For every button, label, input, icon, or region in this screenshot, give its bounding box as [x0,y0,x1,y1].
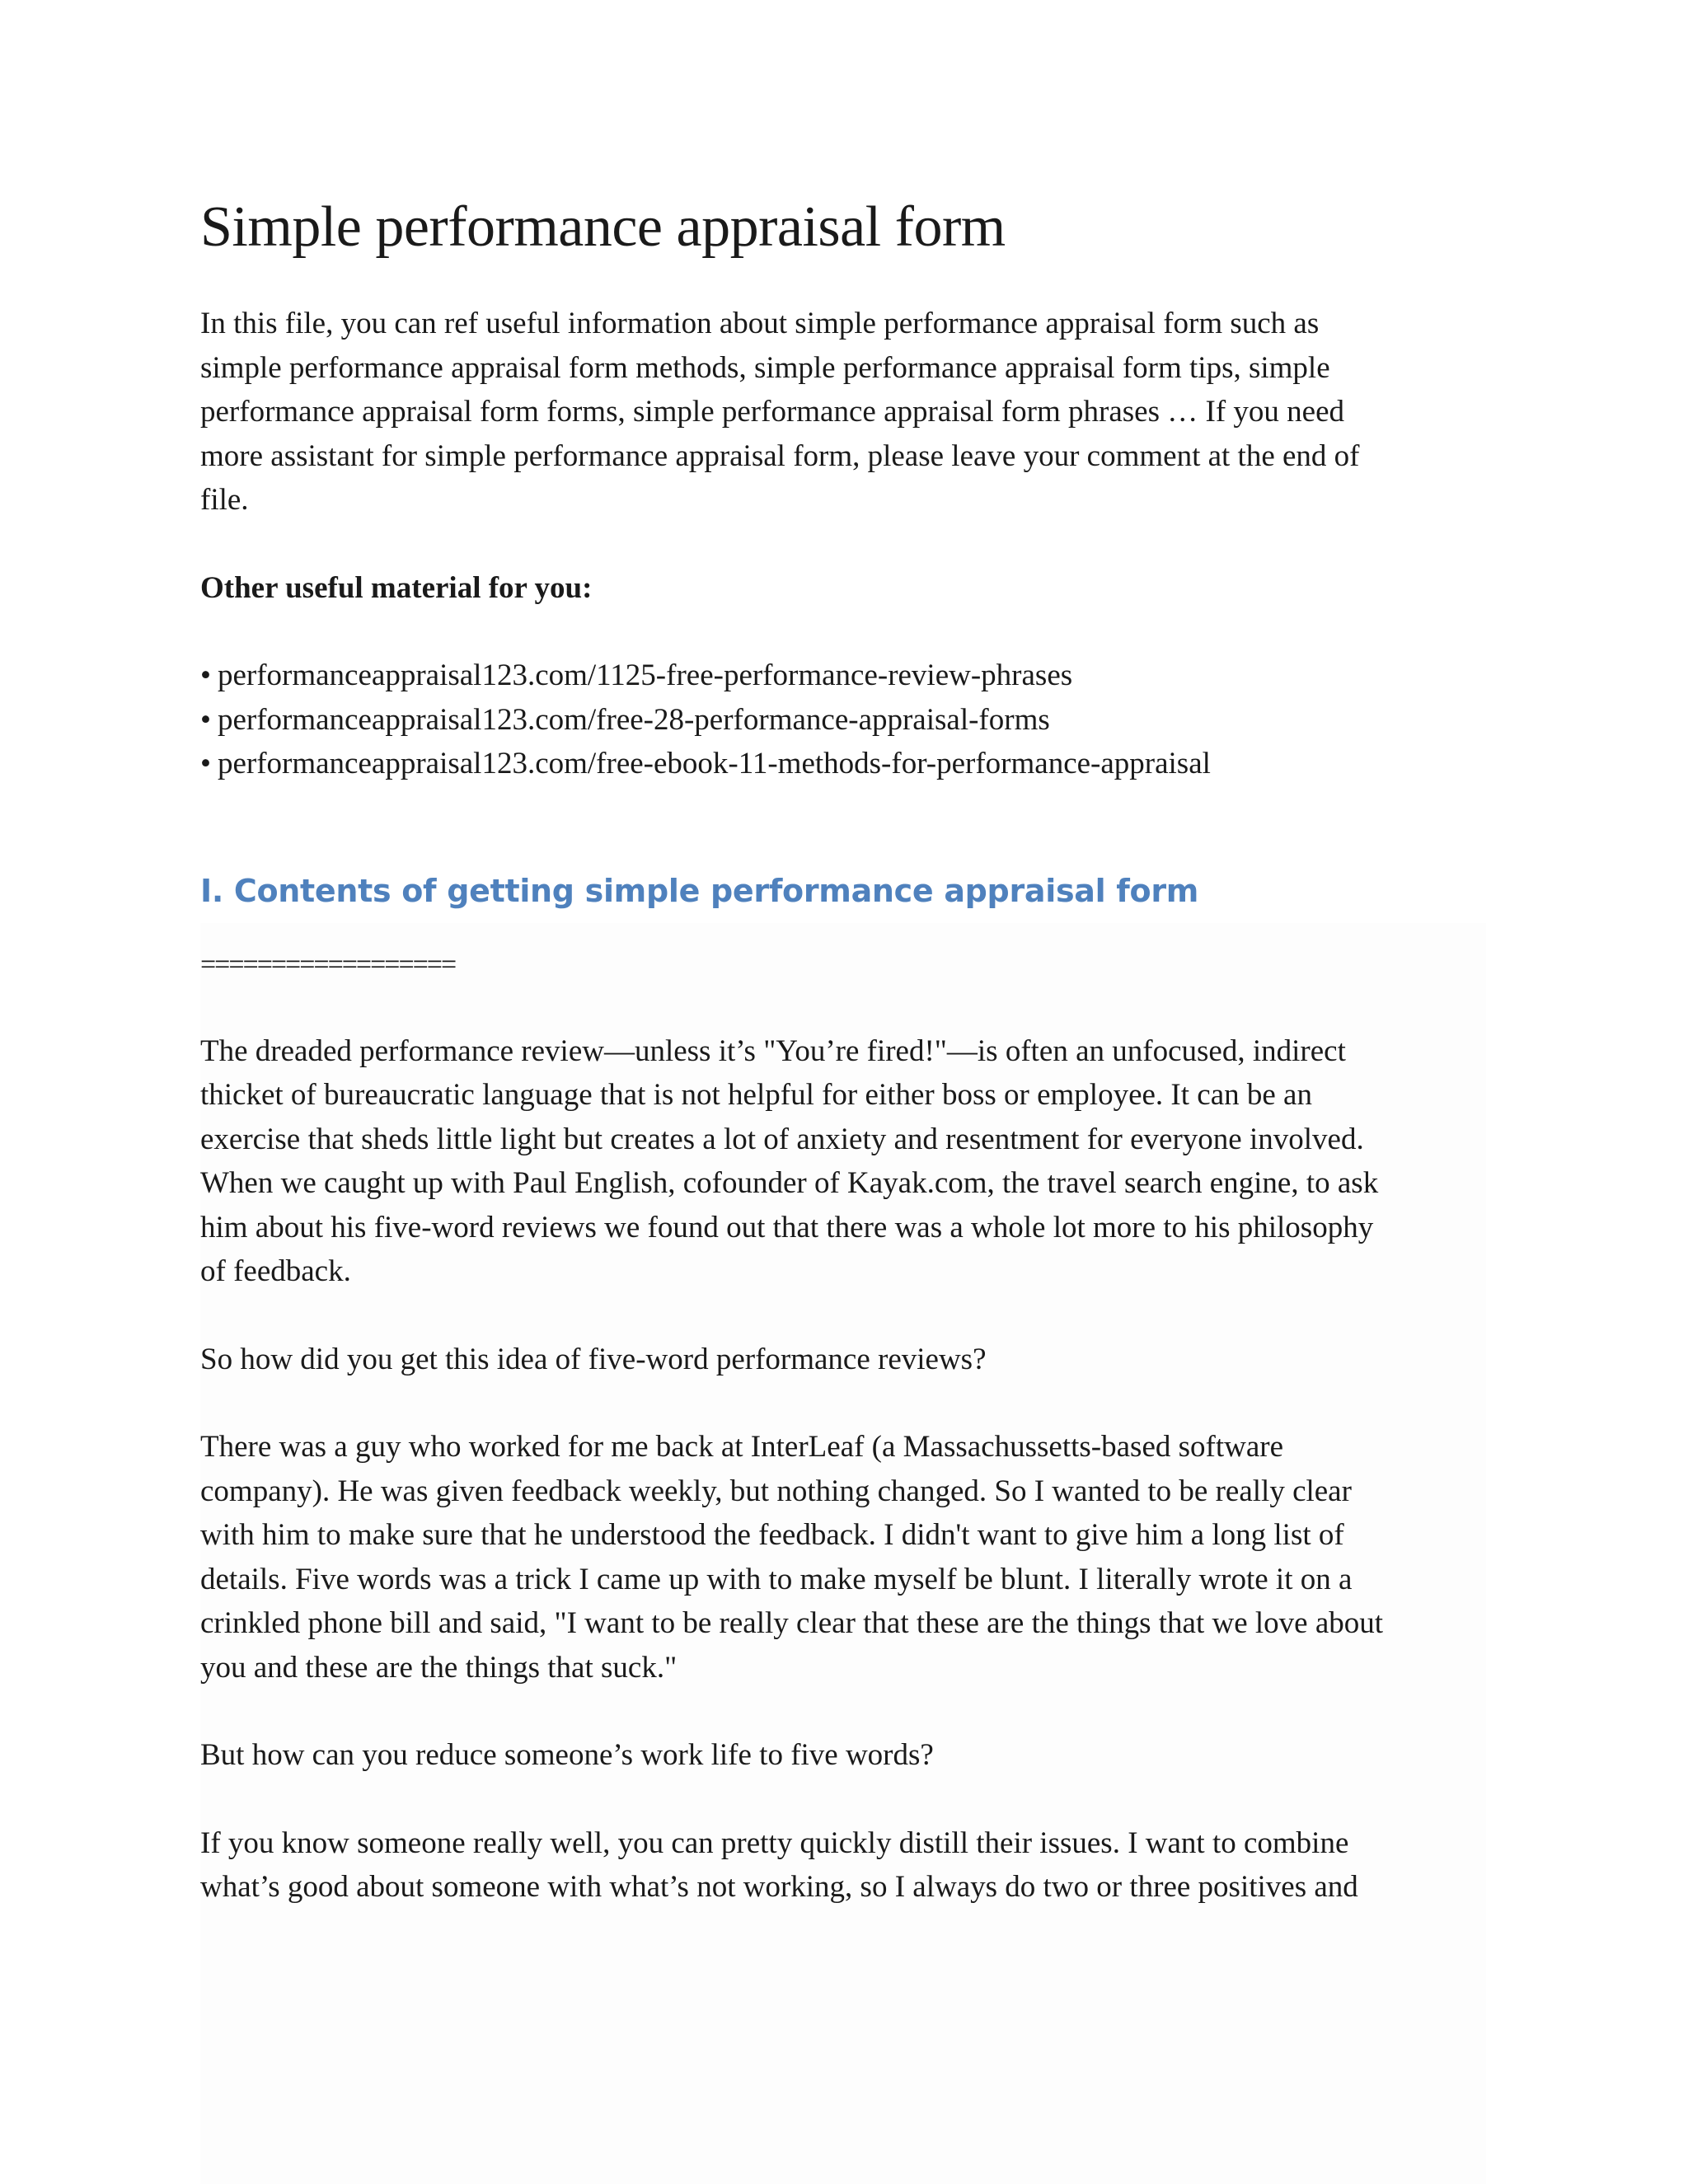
paragraph-line: details. Five words was a trick I came up with to make myself be blunt. I literally wrote it on a [200,1562,1353,1596]
link[interactable]: performanceappraisal123.com/free-28-performance-appraisal-forms [217,702,1050,737]
section-heading: I. Contents of getting simple performance appraisal form [200,872,1199,909]
list-item [200,654,1494,698]
paragraph-line: If you know someone really well, you can pretty quickly distill their issues. I want to combine [200,1825,1349,1860]
link-list [200,654,1494,786]
paragraph-line: with him to make sure that he understood the feedback. I didn't want to give him a long list of [200,1518,1344,1552]
paragraph-line: company). He was given feedback weekly, but nothing changed. So I wanted to be really clear [200,1474,1352,1508]
document-content [200,194,1494,1910]
paragraph-2 [200,1425,1494,1690]
paragraph-line: The dreaded performance review—unless it’s "You’re fired!"—is often an unfocused, indirect [200,1033,1346,1068]
paragraph-line: exercise that sheds little light but creates a lot of anxiety and resentment for everyone involved. [200,1122,1364,1156]
list-item [200,742,1494,786]
intro-line: more assistant for simple performance appraisal form, please leave your comment at the end of [200,438,1360,473]
intro-paragraph [200,302,1494,523]
list-item [200,698,1494,743]
paragraph-line: him about his five-word reviews we found out that there was a whole lot more to his philosophy [200,1210,1374,1244]
bullet-icon: • [200,747,211,780]
paragraph-1 [200,1029,1494,1294]
divider-line: ================== [200,949,456,980]
intro-line: file. [200,483,249,517]
paragraph-line: what’s good about someone with what’s not working, so I always do two or three positives and [200,1870,1358,1904]
bullet-icon: • [200,702,211,737]
paragraph-line: you and these are the things that suck." [200,1650,678,1685]
paragraph-line: crinkled phone bill and said, "I want to be really clear that these are the things that we love about [200,1606,1384,1640]
bullet-icon: • [200,658,211,692]
link[interactable]: performanceappraisal123.com/1125-free-performance-review-phrases [217,658,1073,692]
intro-line: performance appraisal form forms, simple performance appraisal form phrases … If you need [200,395,1344,429]
other-material-heading: Other useful material for you: [200,570,593,605]
paragraph-3 [200,1821,1494,1910]
paragraph-line: There was a guy who worked for me back at InterLeaf (a Massachussetts-based software [200,1430,1284,1464]
page-title: Simple performance appraisal form [200,195,1006,259]
paragraph-line: When we caught up with Paul English, cofounder of Kayak.com, the travel search engine, to ask [200,1166,1379,1200]
intro-line: In this file, you can ref useful information about simple performance appraisal form such as [200,307,1320,340]
intro-line: simple performance appraisal form methods, simple performance appraisal form tips, simple [200,350,1330,385]
paragraph-line: of feedback. [200,1254,351,1288]
question-2: But how can you reduce someone’s work life to five words? [200,1738,934,1772]
link[interactable]: performanceappraisal123.com/free-ebook-11-methods-for-performance-appraisal [217,747,1211,780]
paragraph-line: thicket of bureaucratic language that is not helpful for either boss or employee. It can be an [200,1078,1312,1112]
question-1: So how did you get this idea of five-word performance reviews? [200,1342,987,1376]
